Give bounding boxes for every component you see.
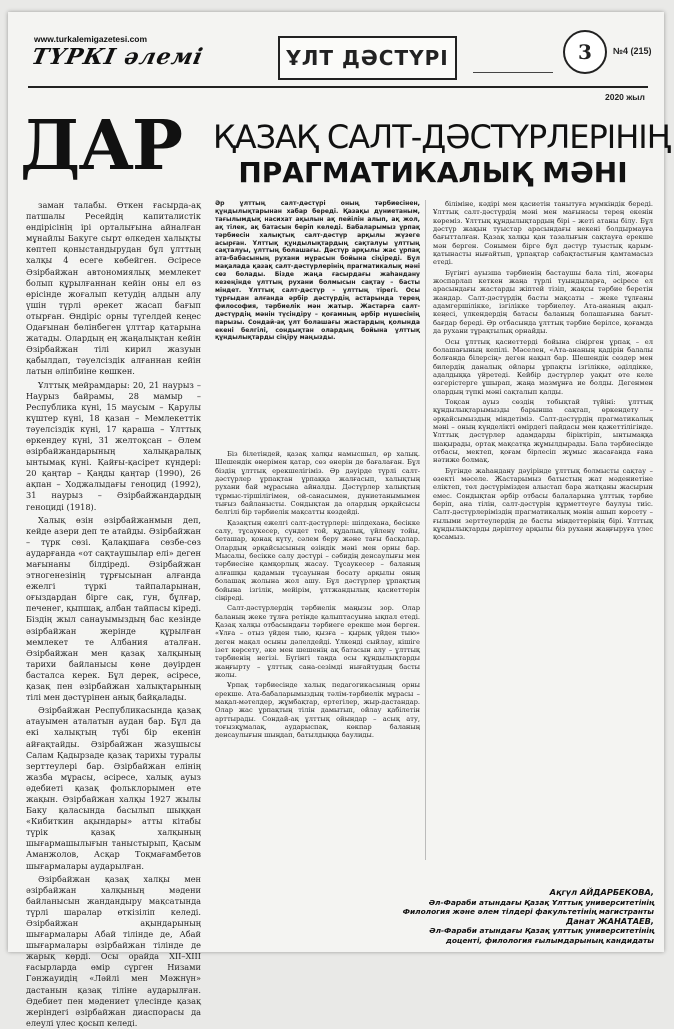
- article-title-line1: ҚАЗАҚ САЛТ-ДӘСТҮРЛЕРІНІҢ: [213, 118, 670, 156]
- paragraph: Халық өзін әзірбайжанмын деп, кейде азери деп те атайды. Әзірбайжан – түрк сөзі. Қалақшаға сөзбе-сөз аударғанда «от сақтаушылар елі» деген мағынаны білдіреді. Әзірбайжан этногенезінің тұрғысынан алғанда ежелгі түркі тайпаларынан, оғыздардан бірге сақ, гун, бұлғар, печенег, қыпшақ, албан тайпасы кіреді. Біздің жыл санауымыздың бас кезінде әзірбайжан жерінде құрылған мемлекет те Албания аталған. Әзірбайжан мен қазақ халқының тарихи байланысы көне дәуірден басталса керек. Бұл дерек, әсіресе, қазақ пен әзірбайжан халықтарының тілі мен дәстүрінен анық байқалады.: [26, 514, 201, 703]
- author-credits: [308, 888, 654, 946]
- newspaper-page: [8, 12, 670, 1028]
- author-affiliation: доценті, филология ғылымдарының кандидаты: [445, 935, 654, 945]
- article-lead: Әр ұлттың салт-дәстүрі оның тәрбиесінен, құндылықтарынан хабар береді. Қазақы дүниетаным, тағылымдық насихат ақылын ақ пейілін алып, ақ жол, ақ тілек, ақ батасын беріп келеді. Бабаларымыз ұрпақ тәрбиесін халықтық салт-дәстүр арқылы жүзеге асырған. Ұлттық құндылықтардың сақталуы ұлттың сақталуы, ұлттың болашағы. Дәстүр арқылы жас ұрпақ ата-бабасының рухани мұрасын бойына сіңіреді. Бұл мақалада қазақ салт-дәстүрлерінің прагматикалық мәні сөз болады. Бізде жаңа ғасырдағы жаһандану кезеңінде ұлттың рухани болмысын сақтау – басты міндет. Ұлттық салт-дәстүр – ұлттың тірегі. Осы тұрғыдан алғанда әрбір дәстүрдің астарында терең философия, тәрбиелік мән жатыр. Жастарға салт-дәстүрдің мәнін түсіндіру – қоғамның әрбір мүшесінің парызы. Сондай-ақ ұлт болашағы жастардың қолында екені белгілі, сондықтан олардың бойына ұлттық құндылықтарды сіңіру маңызды.: [215, 200, 420, 342]
- paragraph: заман талабы. Өткен ғасырда-ақ патшалы Ресейдің капиталистік өндірісінің ірі орталығына айналған мұнайлы Бакуге сырт өлкеден халықты көптеп қоныстандырудан бұл ұлттың халқы 4 есеге көбейген. Әсіресе Әзірбайжан автономиялық мемлекет болып құрылғаннан кейін оны ел өз өрісінде жоғалып кетудің алдын алу үшін түрлі әрекет жасап бағып отырған. Өндіріс орны түгелдей кеңес Одағынан бөлінбеген ұлттар қатарына жатады. Олардың ең жаңалықтан кейін Әзірбайжан тілі кирил жазуын қабылдап, тәуелсіздік алғаннан кейін латын әліпбиіне көшкен.: [26, 200, 201, 377]
- section-title: ҰЛТ ДӘСТҮРІ: [278, 36, 457, 80]
- paragraph: Әзірбайжан Республикасында қазақ атауымен аталатын аудан бар. Бұл да екі халықтың түбі бір екенін айғақтайды. Әзірбайжан жазушысы Салам Қадырзаде қазақ тарихы туралы зерттеулері бар. Әзірбайжан елінің жазба мұрасы, әсіресе, халық ауыз әдебиеті қазақ фольклорымен өте жақын. Әзірбайжан халқы 1927 жылы Баку қаласында басылып шыққан «Кибиткин ақындары» атты кітабы түрік қазақ халқының шығармашылығын таныстырып, Қасым Аманжолов, Асқар Тоқмағамбетов шығармалары аударылған.: [26, 705, 201, 871]
- author-affiliation: Филология және әлем тілдері факультетінің магистранты: [402, 907, 654, 917]
- author-name-1: Ақгүл АЙДАРБЕКОВА,: [549, 887, 654, 897]
- paragraph: Тоқсан ауыз сөздің тобықтай түйіні: ұлттық құндылықтарымызды барынша сақтап, өркендету – әрқайсымыздың міндетіміз. Салт-дәстүрдің прагматикалық мәні – оның күнделікті өмірдегі пайдасы мен қажеттілігінде. Ұлттық дәстүрлер адамдарды біріктіріп, ынтымаққа шақырады, ортақ мақсатқа жұмылдырады. Бала тәрбиесінде отбасы, мектеп, қоғам бірлесіп жұмыс жасағанда ғана нәтиже болмақ.: [433, 397, 653, 465]
- paragraph: Бүгінде жаһандану дәуірінде ұлттық болмысты сақтау – өзекті мәселе. Жастарымыз батыстың жат мәдениетіне еліктеп, төл дәстүрімізден алыстап бара жатқаны жасырын емес. Сондықтан әрбір отбасы балаларына ұлттық тәрбие беріп, ана тілін, салт-дәстүрін құрметтеуге баулуы тиіс. Салт-дәстүрлеріміздің прагматикалық мәнін ашып көрсету – ғылыми зерттеулердің де басты міндеттерінің бірі. Ұлттық құндылықтарды дәріптеу арқылы біз рухани жаңғыруға үлес қосамыз.: [433, 466, 653, 542]
- author-name-2: Данат ЖАНАТАЕВ,: [565, 915, 654, 926]
- big-word-heading: ДАР: [20, 106, 181, 186]
- middle-column: [215, 450, 420, 918]
- page-number: 3: [563, 30, 607, 74]
- masthead-rule: [28, 86, 648, 88]
- issue-number: №4 (215): [613, 46, 652, 56]
- paragraph: Ұлттық мейрамдары: 20, 21 наурыз – Наурыз байрамы, 28 мамыр – Республика күні, 15 маусым – Қарулы күштер күні, 18 қазан – Мемлекеттік тәуелсіздік күні, 17 қараша – Ұлттық өркендеу күні, 31 желтоқсан – Әлем әзірбайжандарының халықаралық ынтымақ күні. Қайғы-қасірет күндері: 20 қаңтар – Қаңды қаңтар (1990), 26 ақпан – Ходжалыдағы геноцид (1992), 31 наурыз – Әзірбайжандардың геноциді (1918).: [26, 379, 201, 512]
- header-divider: [473, 72, 553, 73]
- paragraph: Осы ұлттық қасиеттерді бойына сіңірген ұрпақ – ел болашағының кепілі. Мәселен, «Ата-ананың қадірін балалы болғанда білерсің» деген нақыл бар. Шешендік сөздер мен билердің даналық ойлары ұрпақты ізгілікке, әділдікке, адалдыққа үйретеді. Кейбір дәстүрлер уақыт өте келе өзгерістерге ұшырап, жаңа мазмұнға ие болды. Дегенмен олардың түпкі мәні сақталып қалды.: [433, 337, 653, 396]
- paragraph: Әзірбайжан қазақ халқы мен әзірбайжан халқының мәдени байланысын жандандыру мақсатында түрлі шаралар өткізіліп келеді. Әзірбайжан ақындарының шығармалары Абай тілінде де, Абай шығармалары әзірбайжан тілінде де жарық көрді. Осы орайда XII–XIII ғасырларда өмір сүрген Низами Гәнжауидің «Ләйлі мен Мәжнүн» дастанын қазақ тіліне аударылған. Әдебиет пен мәдениет үлесінде қазақ жеріндегі әзірбайжан диаспорасы да елеулі үлес қосып келеді.: [26, 873, 201, 1028]
- author-affiliation: Әл-Фараби атындағы Қазақ Ұлттық университетінің: [428, 897, 654, 907]
- paragraph: Ұрпақ тәрбиесінде халық педагогикасының орны ерекше. Ата-бабаларымыздың тәлім-тәрбиелік мұрасы – мақал-мәтелдер, жұмбақтар, ертегілер, жыр-дастандар. Олар жас ұрпақтың тілін дамытып, ойлау қабілетін арттырады. Сондай-ақ ұлттық ойындар – асық ату, тоғызқұмалақ, аударыспақ, көкпар баланың денсаулығын шыңдап, батылдыққа баулиды.: [215, 681, 420, 740]
- newspaper-logo: ТҮРКІ әлемі: [29, 44, 206, 70]
- left-column: [26, 200, 201, 1028]
- paragraph: біліміне, кәдірі мен қасиетін танытуға мүмкіндік береді. Ұлттық салт-дәстүрдің мәні мен мағынасы терең екенін көреміз. Ұлттық құндылықтардың бірі – жеті атаны білу. Бұл дәстүр жақын туыстар арасындағы некені болдырмауға бағытталған. Қазақ халқы қан тазалығын сақтауға ерекше мән берген. Сонымен бірге бұл дәстүр туыстық қарым-қатынасты нығайтып, ұрпақтар сабақтастығын қамтамасыз етеді.: [433, 200, 653, 267]
- paragraph: Бүгінгі ауызша тәрбиенің бастаушы бала тілі, жоғары жоспарлап кеткен жаңа түрлі туындыларға, әсіресе ел арасындағы жастарды жіптей тізіп, жақсы тәрбие беретін жандар. Салт-дәстүрдің басты мақсаты – жеке тұлғаны адамгершілікке, ізгілікке тәрбиелеу. Ата-ананың ақыл-кеңесі, үлкендердің батасы баланың болашағына бағыт-бағдар береді. Әр отбасында ұлттық тәрбие берілсе, қоғамда да рухани тұрақтылық орнайды.: [433, 268, 653, 336]
- author-affiliation: Әл-Фараби атындағы Қазақ ұлттық университетінің: [429, 926, 654, 936]
- paragraph: Қазақтың ежелгі салт-дәстүрлері: шілдехана, бесікке салу, тұсаукесер, сүндет той, құдалық, үйлену тойы, беташар, қонақ күту, сәлем беру және тағы басқалар. Олардың әрқайсысының өзіндік мәні мен орны бар. Мысалы, бесікке салу дәстүрі – сәбидің денсаулығы мен тәрбиесіне қамқорлық жасау. Тұсаукесер – баланың алғашқы қадамын тұсауынан босату арқылы оның болашақ жолына жол ашу. Бұл дәстүрлер ұрпақтың бойына ізгілік, мейірім, ұлтжандылық қасиеттерін сіңіреді.: [215, 518, 420, 602]
- website-url[interactable]: www.turkalemigazetesi.com: [34, 34, 148, 44]
- paragraph: Салт-дәстүрлердің тәрбиелік маңызы зор. Олар баланың жеке тұлға ретінде қалыптасуына ықпал етеді. Қазақ халқы отбасындағы тәрбиеге ерекше мән берген. «Ұлға – отыз үйден тыю, қызға – қырық үйден тыю» деген мақал осыны дәлелдейді. Үлкенді сыйлау, кішіге ізет көрсету, әке мен шешенің ақ батасын алу – ұлттық тәрбиенің негізі. Бүгінгі таңда осы құндылықтарды жаңғырту – ұлттық сана-сезімді нығайтудың басты жолы.: [215, 604, 420, 679]
- right-column: [433, 200, 653, 895]
- column-divider: [425, 200, 426, 860]
- issue-year: 2020 жыл: [605, 92, 645, 102]
- paragraph: Біз білетіндей, қазақ халқы намысшыл, өр халық. Шешендік өнерімен қатар, сөз өнерін де бағалаған. Бұл біздің ұлттық ерекшелігіміз. Әр дәуірде түрлі салт-дәстүрлер ұрпақтан ұрпаққа жалғасып, халықтың рухани бай мұрасына айналды. Дәстүрлер халықтың тұрмыс-тіршілігімен, ой-санасымен, дүниетанымымен тығыз байланысты. Сондықтан да олардың әрқайсысы белгілі бір тәрбиелік мақсатты көздейді.: [215, 450, 420, 517]
- article-title-line2: ПРАГМАТИКАЛЫҚ МӘНІ: [238, 156, 628, 189]
